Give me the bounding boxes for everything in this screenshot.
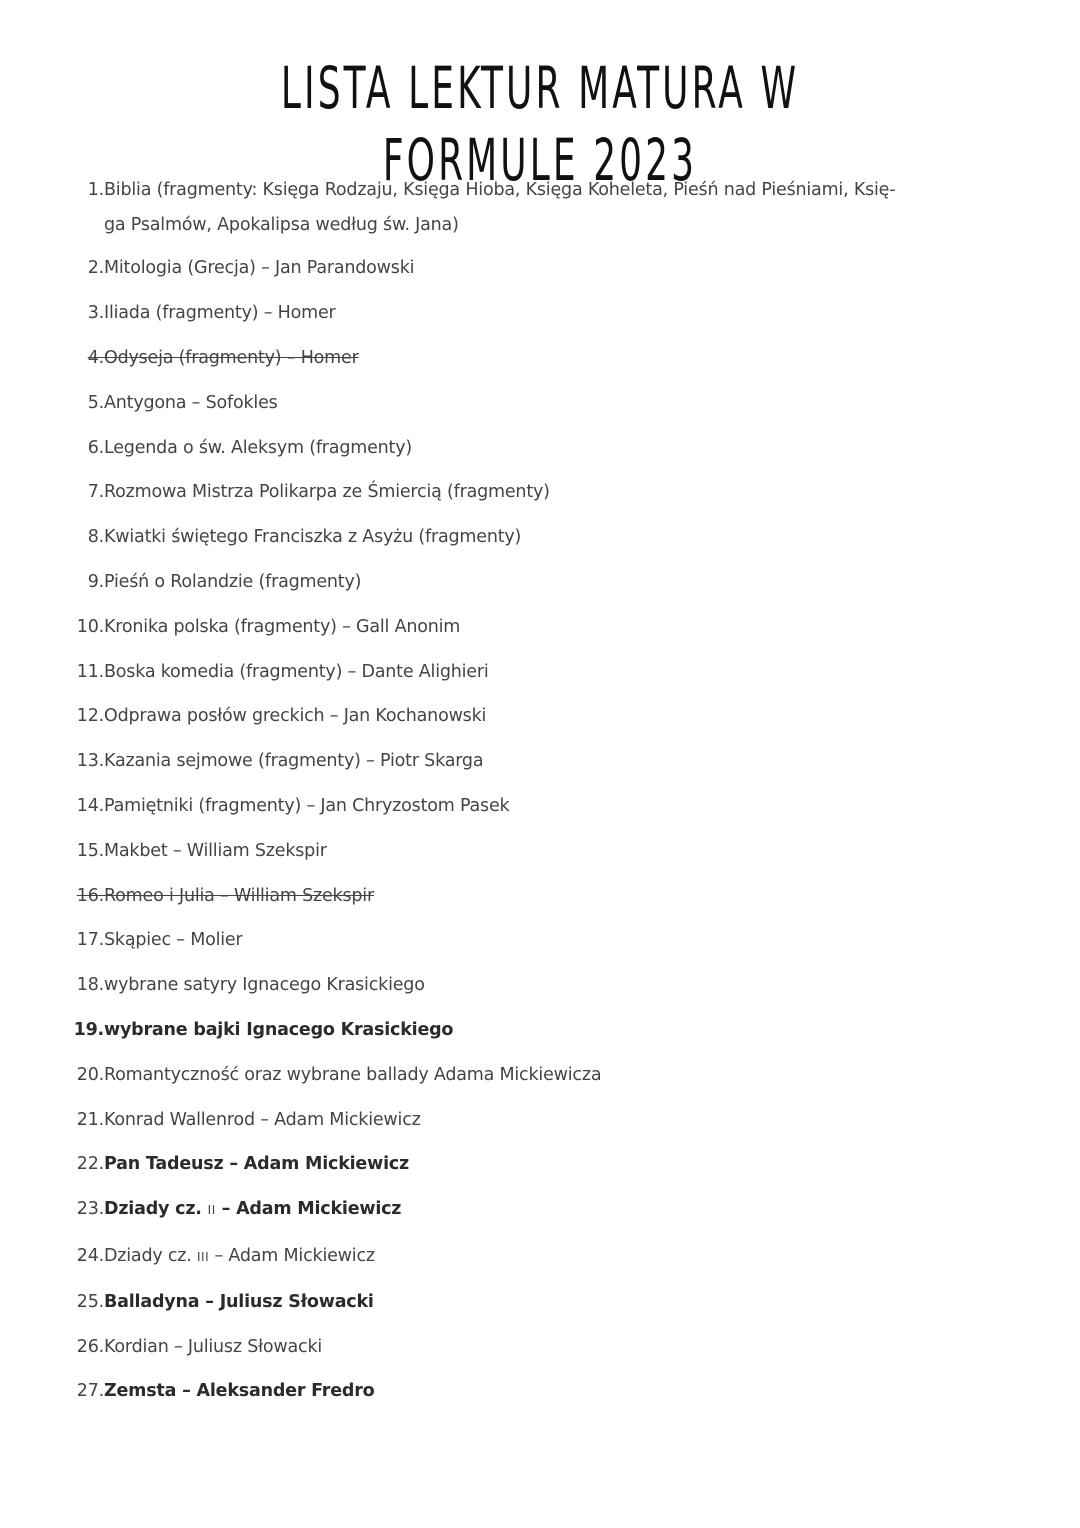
item-title: Zemsta bbox=[104, 1381, 177, 1401]
item-number: 18. bbox=[76, 975, 104, 995]
item-number: 19. bbox=[73, 1020, 104, 1040]
item-number: 5. bbox=[87, 393, 104, 413]
item-number: 22. bbox=[76, 1154, 104, 1174]
item-number: 21. bbox=[76, 1110, 104, 1130]
item-text: Kordian – Juliusz Słowacki bbox=[104, 1337, 323, 1357]
item-number: 13. bbox=[76, 751, 104, 771]
item-title: Dziady cz. bbox=[104, 1199, 208, 1219]
item-number: 2. bbox=[87, 258, 104, 278]
item-author: – Aleksander Fredro bbox=[176, 1381, 375, 1401]
item-title: Pan Tadeusz bbox=[104, 1154, 224, 1174]
item-number: 4. bbox=[87, 348, 104, 368]
item-number: 20. bbox=[76, 1065, 104, 1085]
item-text: Boska komedia (fragmenty) – Dante Alighieri bbox=[104, 662, 489, 682]
item-text: Makbet – William Szekspir bbox=[104, 841, 327, 861]
item-text bbox=[104, 1147, 934, 1182]
item-number: 27. bbox=[76, 1381, 104, 1401]
item-number: 3. bbox=[87, 303, 104, 323]
item-text: wybrane satyry Ignacego Krasickiego bbox=[104, 975, 425, 995]
item-text: Antygona – Sofokles bbox=[104, 393, 278, 413]
item-text: Mitologia (Grecja) – Jan Parandowski bbox=[104, 258, 415, 278]
item-text bbox=[104, 1285, 934, 1320]
item-number: 25. bbox=[76, 1292, 104, 1312]
item-number: 6. bbox=[87, 438, 104, 458]
item-text: Pieśń o Rolandzie (fragmenty) bbox=[104, 572, 362, 592]
item-text bbox=[104, 1239, 934, 1275]
item-title: Dziady cz. bbox=[104, 1246, 198, 1266]
item-number: 23. bbox=[76, 1199, 104, 1219]
item-text: Kronika polska (fragmenty) – Gall Anonim bbox=[104, 617, 461, 637]
item-number: 16. bbox=[76, 886, 104, 906]
item-author: – Juliusz Słowacki bbox=[199, 1292, 374, 1312]
item-text: Rozmowa Mistrza Polikarpa ze Śmiercią (fragmenty) bbox=[104, 482, 550, 502]
item-text bbox=[104, 1374, 934, 1409]
item-text: ga Psalmów, Apokalipsa według św. Jana) bbox=[104, 215, 459, 235]
item-number: 14. bbox=[76, 796, 104, 816]
item-text: Konrad Wallenrod – Adam Mickiewicz bbox=[104, 1110, 421, 1130]
item-text: Iliada (fragmenty) – Homer bbox=[104, 303, 336, 323]
item-text: Pamiętniki (fragmenty) – Jan Chryzostom Pasek bbox=[104, 796, 510, 816]
item-text: Romantyczność oraz wybrane ballady Adama Mickiewicza bbox=[104, 1065, 602, 1085]
item-text: wybrane bajki Ignacego Krasickiego bbox=[104, 1020, 454, 1040]
item-number: 26. bbox=[76, 1337, 104, 1357]
item-text: Romeo i Julia – William Szekspir bbox=[104, 886, 374, 906]
item-number: 12. bbox=[76, 706, 104, 726]
item-text: Odprawa posłów greckich – Jan Kochanowski bbox=[104, 706, 487, 726]
item-author: – Adam Mickiewicz bbox=[223, 1154, 410, 1174]
item-number: 7. bbox=[87, 482, 104, 502]
item-text: Kazania sejmowe (fragmenty) – Piotr Skarga bbox=[104, 751, 484, 771]
item-roman-numeral: III bbox=[197, 1250, 210, 1264]
item-text: Legenda o św. Aleksym (fragmenty) bbox=[104, 438, 412, 458]
item-roman-numeral: II bbox=[207, 1203, 216, 1217]
item-title: Balladyna bbox=[104, 1292, 200, 1312]
item-number: 1. bbox=[87, 180, 104, 200]
item-number: 8. bbox=[87, 527, 104, 547]
item-author: – Adam Mickiewicz bbox=[209, 1246, 375, 1266]
item-text: Biblia (fragmenty: Księga Rodzaju, Księga Hioba, Księga Koheleta, Pieśń nad Pieśniami, Księ- bbox=[104, 180, 896, 200]
item-author: – Adam Mickiewicz bbox=[215, 1199, 402, 1219]
item-number: 24. bbox=[76, 1246, 104, 1266]
item-number: 17. bbox=[76, 930, 104, 950]
item-number: 9. bbox=[87, 572, 104, 592]
item-text: Skąpiec – Molier bbox=[104, 930, 243, 950]
item-number: 11. bbox=[76, 662, 104, 682]
page-title: LISTA LEKTUR MATURA W FORMULE 2023 bbox=[280, 54, 800, 194]
item-text: Kwiatki świętego Franciszka z Asyżu (fragmenty) bbox=[104, 527, 522, 547]
item-number: 10. bbox=[76, 617, 104, 637]
item-text bbox=[104, 1192, 934, 1228]
item-text: Odyseja (fragmenty) – Homer bbox=[104, 348, 359, 368]
item-number: 15. bbox=[76, 841, 104, 861]
